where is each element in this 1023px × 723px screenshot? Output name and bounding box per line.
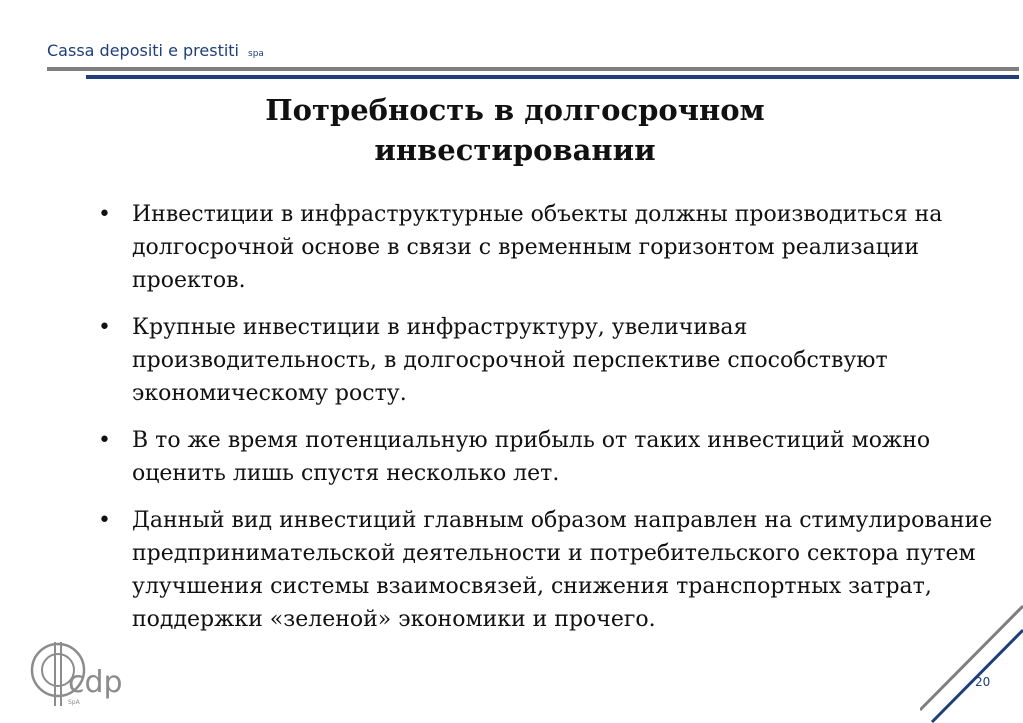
logo-subtext: SpA [68, 699, 80, 706]
bullet-text: Крупные инвестиции в инфраструктуру, увеличивая производительность, в долгосрочной перспективе способствуют экономическому росту. [132, 315, 888, 406]
brand-suffix: spa [248, 49, 264, 59]
bullet-marker: • [98, 428, 111, 453]
bullet-text: Инвестиции в инфраструктурные объекты должны производиться на долгосрочной основе в связи с временным горизонтом реализации проектов. [132, 202, 943, 293]
bullet-text: В то же время потенциальную прибыль от таких инвестиций можно оценить лишь спустя несколько лет. [132, 428, 931, 486]
brand-name: Cassa depositi e prestiti [47, 41, 239, 60]
corner-stripe-gray [920, 606, 1023, 710]
bullet-item-4 [98, 504, 998, 636]
page-number: 20 [975, 675, 991, 689]
bullet-marker: • [98, 315, 111, 340]
bullet-text: Данный вид инвестиций главным образом направлен на стимулирование предпринимательской деятельности и потребительского сектора путем улучшения системы взаимосвязей, снижения транспортных затрат, поддержки «зеленой» экономики и прочего. [132, 508, 993, 632]
bullet-marker: • [98, 202, 111, 227]
bullet-item-2 [98, 311, 998, 410]
bullet-item-1 [98, 198, 998, 297]
bullet-marker: • [98, 508, 111, 533]
corner-stripes [920, 600, 1023, 723]
header-rule-gray [47, 67, 1019, 71]
slide-title: Потребность в долгосрочном инвестировании [265, 93, 765, 167]
header-rule-blue [86, 75, 1019, 79]
cdp-logo [28, 634, 138, 709]
bullet-list [98, 198, 998, 650]
bullet-item-3 [98, 424, 998, 490]
brand-header [47, 41, 264, 60]
logo-wordmark: cdp [68, 665, 123, 700]
